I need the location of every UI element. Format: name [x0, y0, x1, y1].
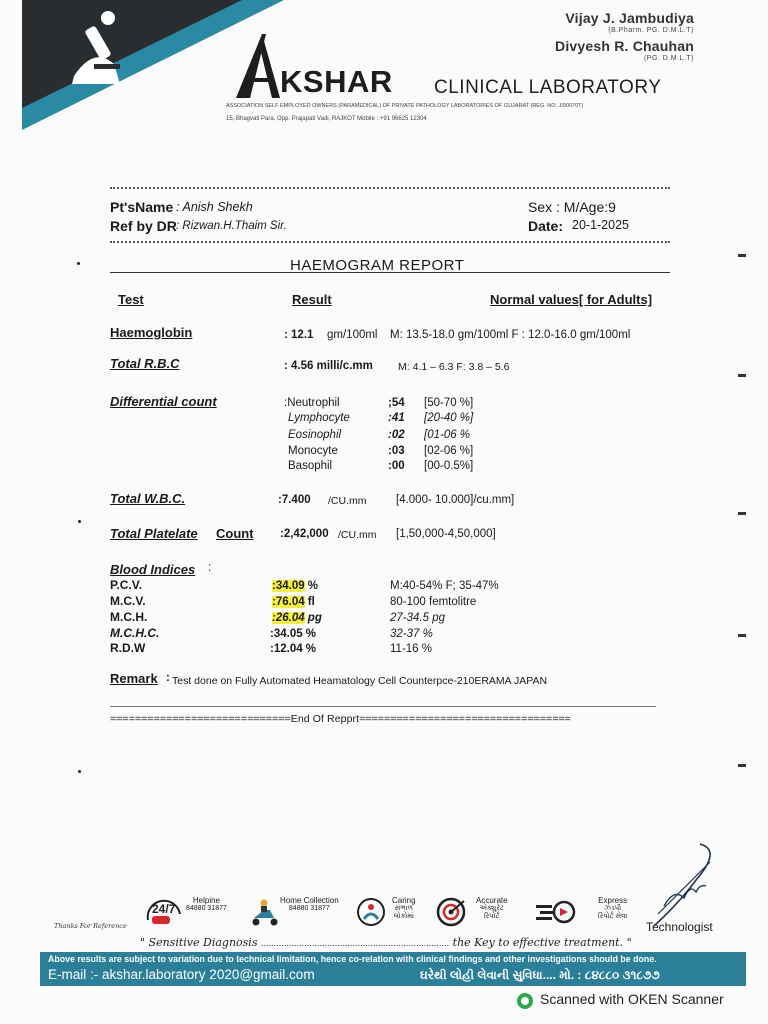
platelet-normal: [1,50,000-4,50,000]: [396, 528, 496, 540]
test-haemoglobin: Haemoglobin: [110, 325, 193, 340]
rbc-result: : 4.56 milli/c.mm: [284, 360, 373, 372]
home-collection-number: 84880 31877: [288, 905, 330, 912]
tagline-right: the Key to effective treatment. ": [452, 936, 632, 949]
wbc-unit: /CU.mm: [328, 495, 367, 507]
index-mch-label: M.C.H.: [110, 610, 148, 624]
report-title: HAEMOGRAM REPORT: [290, 257, 465, 274]
remark-colon: :: [166, 672, 170, 684]
index-mcv-label: M.C.V.: [110, 594, 146, 608]
accurate-block: [476, 896, 508, 921]
caring-hands-icon: [356, 897, 386, 927]
index-mchc-normal: 32-37 %: [390, 628, 433, 640]
test-total-rbc: Total R.B.C: [110, 356, 180, 371]
patient-top-divider: [110, 187, 670, 189]
column-result: Result: [292, 292, 332, 307]
diff-eosinophil-value: :02: [388, 429, 405, 441]
brand-name: KSHAR: [280, 64, 393, 99]
express-title: Express: [598, 896, 628, 905]
scan-speck: [78, 520, 81, 523]
referred-by-value: : Rizwan.H.Thaim Sir.: [176, 220, 287, 232]
doctor2-name: Divyesh R. Chauhan: [555, 38, 694, 54]
index-mch-value: :26.04: [272, 612, 305, 624]
test-platelet-count: Count: [216, 526, 254, 541]
haemoglobin-normal: M: 13.5-18.0 gm/100ml F : 12.0-16.0 gm/100ml: [390, 329, 631, 341]
caring-sub1: સંભાળ: [394, 905, 414, 912]
index-pcv-value: :34.09: [272, 580, 305, 592]
test-total-platelet: Total Platelate: [110, 526, 198, 541]
platelet-unit: /CU.mm: [338, 529, 377, 541]
column-normal-values: Normal values[ for Adults]: [490, 292, 653, 307]
doctor-names: [555, 10, 694, 66]
diff-monocyte-value: :03: [388, 445, 405, 457]
scanner-logo-icon: [516, 992, 534, 1010]
haemoglobin-unit: gm/100ml: [327, 329, 378, 341]
scan-speck: [77, 262, 80, 265]
diff-lymphocyte-value: :41: [388, 412, 405, 424]
scanned-with-label: Scanned with OKEN Scanner: [540, 991, 724, 1007]
diff-eosinophil-label: Eosinophil: [288, 429, 342, 441]
tagline-left: " Sensitive Diagnosis: [140, 936, 258, 949]
scan-mark: [738, 254, 746, 257]
patient-name-value: : Anish Shekh: [176, 200, 253, 214]
index-mchc-label: M.C.H.C.: [110, 626, 160, 640]
index-mchc-value: :34.05: [270, 628, 303, 640]
patient-bottom-divider: [110, 241, 670, 243]
platelet-result: :2,42,000: [280, 528, 329, 540]
24x7-badge-icon: [144, 896, 184, 926]
rbc-normal: M: 4.1 – 6.3 F: 3.8 – 5.6: [398, 361, 510, 373]
index-rdw-value: :12.04: [270, 643, 303, 655]
caring-title: Caring: [392, 896, 416, 905]
tagline-dots: ..........................................................................: [260, 939, 450, 948]
wbc-normal: [4.000- 10.000]/cu.mm]: [396, 494, 515, 506]
wbc-result: :7.400: [278, 494, 311, 506]
title-rule: [110, 272, 670, 273]
brand-a-mark-icon: [236, 34, 280, 98]
doctor2-qualification: (PG. D.M.L.T): [643, 55, 694, 62]
express-speed-icon: [536, 900, 576, 924]
technologist-signature-icon: [640, 840, 730, 930]
diff-monocyte-label: Monocyte: [288, 445, 338, 457]
blood-indices-colon: :: [208, 562, 212, 574]
index-rdw-unit: %: [302, 643, 317, 655]
express-block: [598, 896, 627, 921]
express-sub1: ઝડપી: [604, 905, 622, 912]
index-mch-unit: pg: [304, 612, 322, 624]
column-test: Test: [118, 292, 144, 307]
date-label: Date:: [528, 218, 564, 234]
accurate-sub2: રિપોર્ટ: [484, 913, 500, 920]
home-collection-block: [280, 896, 339, 912]
index-mch-normal: 27-34.5 pg: [390, 612, 445, 624]
home-collection-gujarati: ઘરેથી લોહી લેવાની સુવિધા.... મો. : ૮૪૮૮૦ ૩૧૮૭૭: [420, 968, 660, 982]
diff-basophil-range: [00-0.5%]: [424, 460, 474, 472]
scooter-delivery-icon: [250, 898, 280, 926]
index-rdw-normal: 11-16 %: [390, 643, 432, 655]
thanks-for-reference: Thanks For Reference: [54, 922, 127, 930]
referred-by-label: Ref by DR: [110, 218, 177, 234]
disclaimer: Above results are subject to variation due to technical limitation, hence co-relation with clinical findings and other investigations should be done.: [48, 954, 657, 964]
date-value: 20-1-2025: [572, 218, 629, 232]
diff-basophil-value: :00: [388, 460, 405, 472]
scan-mark: [738, 512, 746, 515]
diff-lymphocyte-label: Lymphocyte: [288, 412, 350, 424]
doctor1-qualification: (B.Pharm. PG. D.M.L.T): [608, 27, 694, 34]
diff-eosinophil-range: [01-06 %: [424, 429, 471, 441]
association-line: ASSOCIATION SELF EMPLOYED OWNERS (PARAMEDICAL) OF PRIVATE PATHOLOGY LABORATORIES OF GUJARAT (REG. NO. J/00070T): [226, 103, 584, 109]
accurate-title: Accurate: [476, 896, 508, 905]
end-divider: [110, 706, 656, 707]
sex-age: Sex : M/Age:9: [528, 199, 616, 215]
diff-neutrophil-label: :Neutrophil: [284, 397, 340, 409]
diff-neutrophil-value: ;54: [388, 397, 405, 409]
helpline-number: 84880 31877: [186, 905, 227, 912]
address-line: 15, Bhagvati Para, Opp. Prajapati Vadi, RAJKOT Mobile : +91 96625 12304: [226, 116, 427, 122]
accurate-sub1: એક્યુરેટ: [479, 905, 504, 912]
home-collection-title: Home Collection: [280, 896, 339, 905]
index-rdw-label: R.D.W: [110, 641, 146, 655]
express-sub2: રિપોર્ટ સેવા: [598, 913, 628, 920]
scan-mark: [738, 764, 746, 767]
diff-lymphocyte-range: [20-40 %]: [424, 412, 474, 424]
scan-mark: [738, 374, 746, 377]
badge-24-text: 24/7: [152, 902, 176, 916]
helpline-block: [186, 896, 227, 912]
patient-name-label: Pt'sName: [110, 199, 174, 215]
diff-neutrophil-range: [50-70 %]: [424, 397, 474, 409]
diff-monocyte-range: [02-06 %]: [424, 445, 474, 457]
end-of-report: =============================End Of Repprt==================================: [110, 713, 572, 725]
doctor1-name: Vijay J. Jambudiya: [565, 10, 694, 26]
scan-speck: [78, 770, 81, 773]
index-pcv-label: P.C.V.: [110, 578, 143, 592]
test-differential-count: Differential count: [110, 394, 217, 409]
index-mchc-unit: %: [302, 628, 317, 640]
email-line: E-mail :- akshar.laboratory 2020@gmail.com: [48, 967, 315, 982]
caring-block: [392, 896, 416, 921]
index-mcv-normal: 80-100 femtolitre: [390, 596, 477, 608]
helpline-title: Helpine: [192, 896, 221, 905]
brand-subtitle: CLINICAL LABORATORY: [434, 77, 662, 98]
index-mcv-value: :76.04: [272, 596, 305, 608]
accurate-target-icon: [436, 897, 466, 927]
index-mcv-unit: fl: [304, 596, 315, 608]
remark-label: Remark: [110, 671, 158, 686]
caring-sub2: લોકોમાં: [393, 913, 414, 920]
diff-basophil-label: Basophil: [288, 460, 333, 472]
remark-text: Test done on Fully Automated Heamatology Cell Counterpce-210ERAMA JAPAN: [172, 675, 548, 687]
microscope-logo-icon: [64, 6, 134, 92]
index-pcv-unit: %: [304, 580, 319, 592]
index-pcv-normal: M:40-54% F; 35-47%: [390, 580, 499, 592]
test-total-wbc: Total W.B.C.: [110, 491, 186, 506]
scan-mark: [738, 634, 746, 637]
tagline: [140, 936, 632, 949]
technologist-label: Technologist: [646, 920, 713, 934]
haemoglobin-result: : 12.1: [284, 329, 314, 341]
test-blood-indices: Blood Indices: [110, 562, 196, 577]
